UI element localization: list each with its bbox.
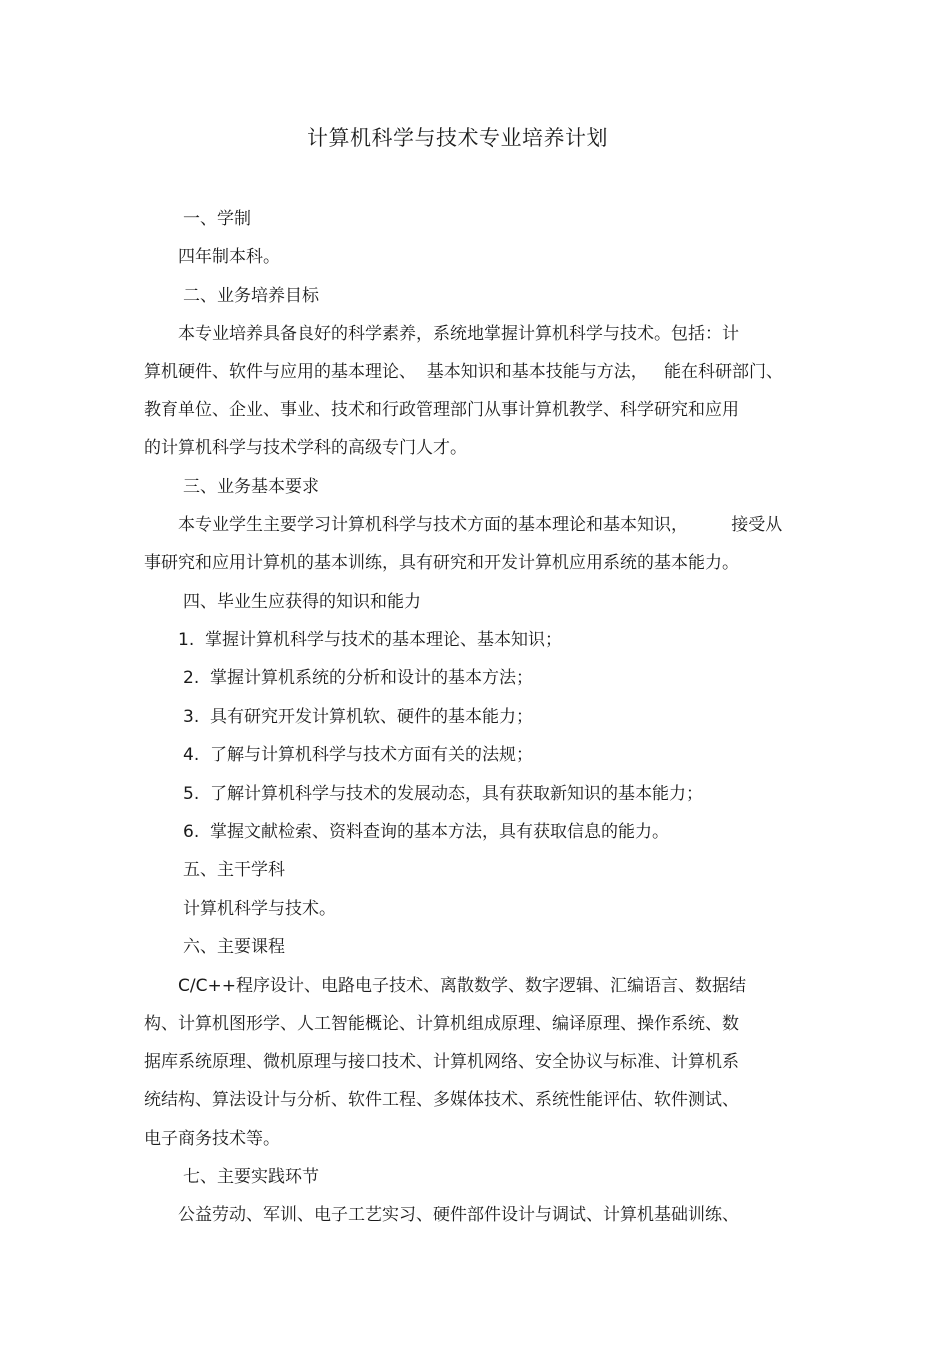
list-item: 4. 了解与计算机科学与技术方面有关的法规；	[183, 745, 534, 765]
paragraph-line: 算机硬件、软件与应用的基本理论、 基本知识和基本技能与方法， 能在科研部门、	[144, 362, 784, 382]
section-heading-practice: 七、主要实践环节	[183, 1167, 319, 1187]
section-text-core-discipline: 计算机科学与技术。	[183, 899, 336, 919]
list-item: 3. 具有研究开发计算机软、硬件的基本能力；	[183, 707, 534, 727]
section-heading-duration: 一、学制	[183, 209, 251, 229]
paragraph-line: 统结构、算法设计与分析、软件工程、多媒体技术、系统性能评估、软件测试、	[144, 1090, 739, 1110]
list-item: 5. 了解计算机科学与技术的发展动态，具有获取新知识的基本能力；	[183, 784, 704, 804]
paragraph-line: 据库系统原理、微机原理与接口技术、计算机网络、安全协议与标准、计算机系	[144, 1052, 739, 1072]
paragraph-line: 教育单位、企业、事业、技术和行政管理部门从事计算机教学、科学研究和应用	[144, 400, 739, 420]
section-heading-core-discipline: 五、主干学科	[183, 860, 285, 880]
section-heading-objectives: 二、业务培养目标	[183, 286, 319, 306]
section-heading-abilities: 四、毕业生应获得的知识和能力	[183, 592, 421, 612]
section-heading-courses: 六、主要课程	[183, 937, 285, 957]
list-item: 2. 掌握计算机系统的分析和设计的基本方法；	[183, 668, 534, 688]
paragraph-line: 事研究和应用计算机的基本训练，具有研究和开发计算机应用系统的基本能力。	[144, 553, 739, 573]
document-title: 计算机科学与技术专业培养计划	[307, 126, 608, 150]
paragraph-line: 本专业培养具备良好的科学素养，系统地掌握计算机科学与技术。包括：计	[178, 324, 739, 344]
paragraph-line: 本专业学生主要学习计算机科学与技术方面的基本理论和基本知识， 接受从	[178, 515, 783, 535]
list-item: 6. 掌握文献检索、资料查询的基本方法，具有获取信息的能力。	[183, 822, 670, 842]
paragraph-line: 的计算机科学与技术学科的高级专门人才。	[144, 438, 467, 458]
list-item: 1. 掌握计算机科学与技术的基本理论、基本知识；	[178, 630, 563, 650]
paragraph-line: 电子商务技术等。	[144, 1129, 280, 1149]
paragraph-line: 公益劳动、军训、电子工艺实习、硬件部件设计与调试、计算机基础训练、	[178, 1205, 739, 1225]
section-text-duration: 四年制本科。	[178, 247, 280, 267]
section-heading-requirements: 三、业务基本要求	[183, 477, 319, 497]
paragraph-line: 构、计算机图形学、人工智能概论、计算机组成原理、编译原理、操作系统、数	[144, 1014, 739, 1034]
paragraph-line: C/C++程序设计、电路电子技术、离散数学、数字逻辑、汇编语言、数据结	[178, 976, 746, 996]
